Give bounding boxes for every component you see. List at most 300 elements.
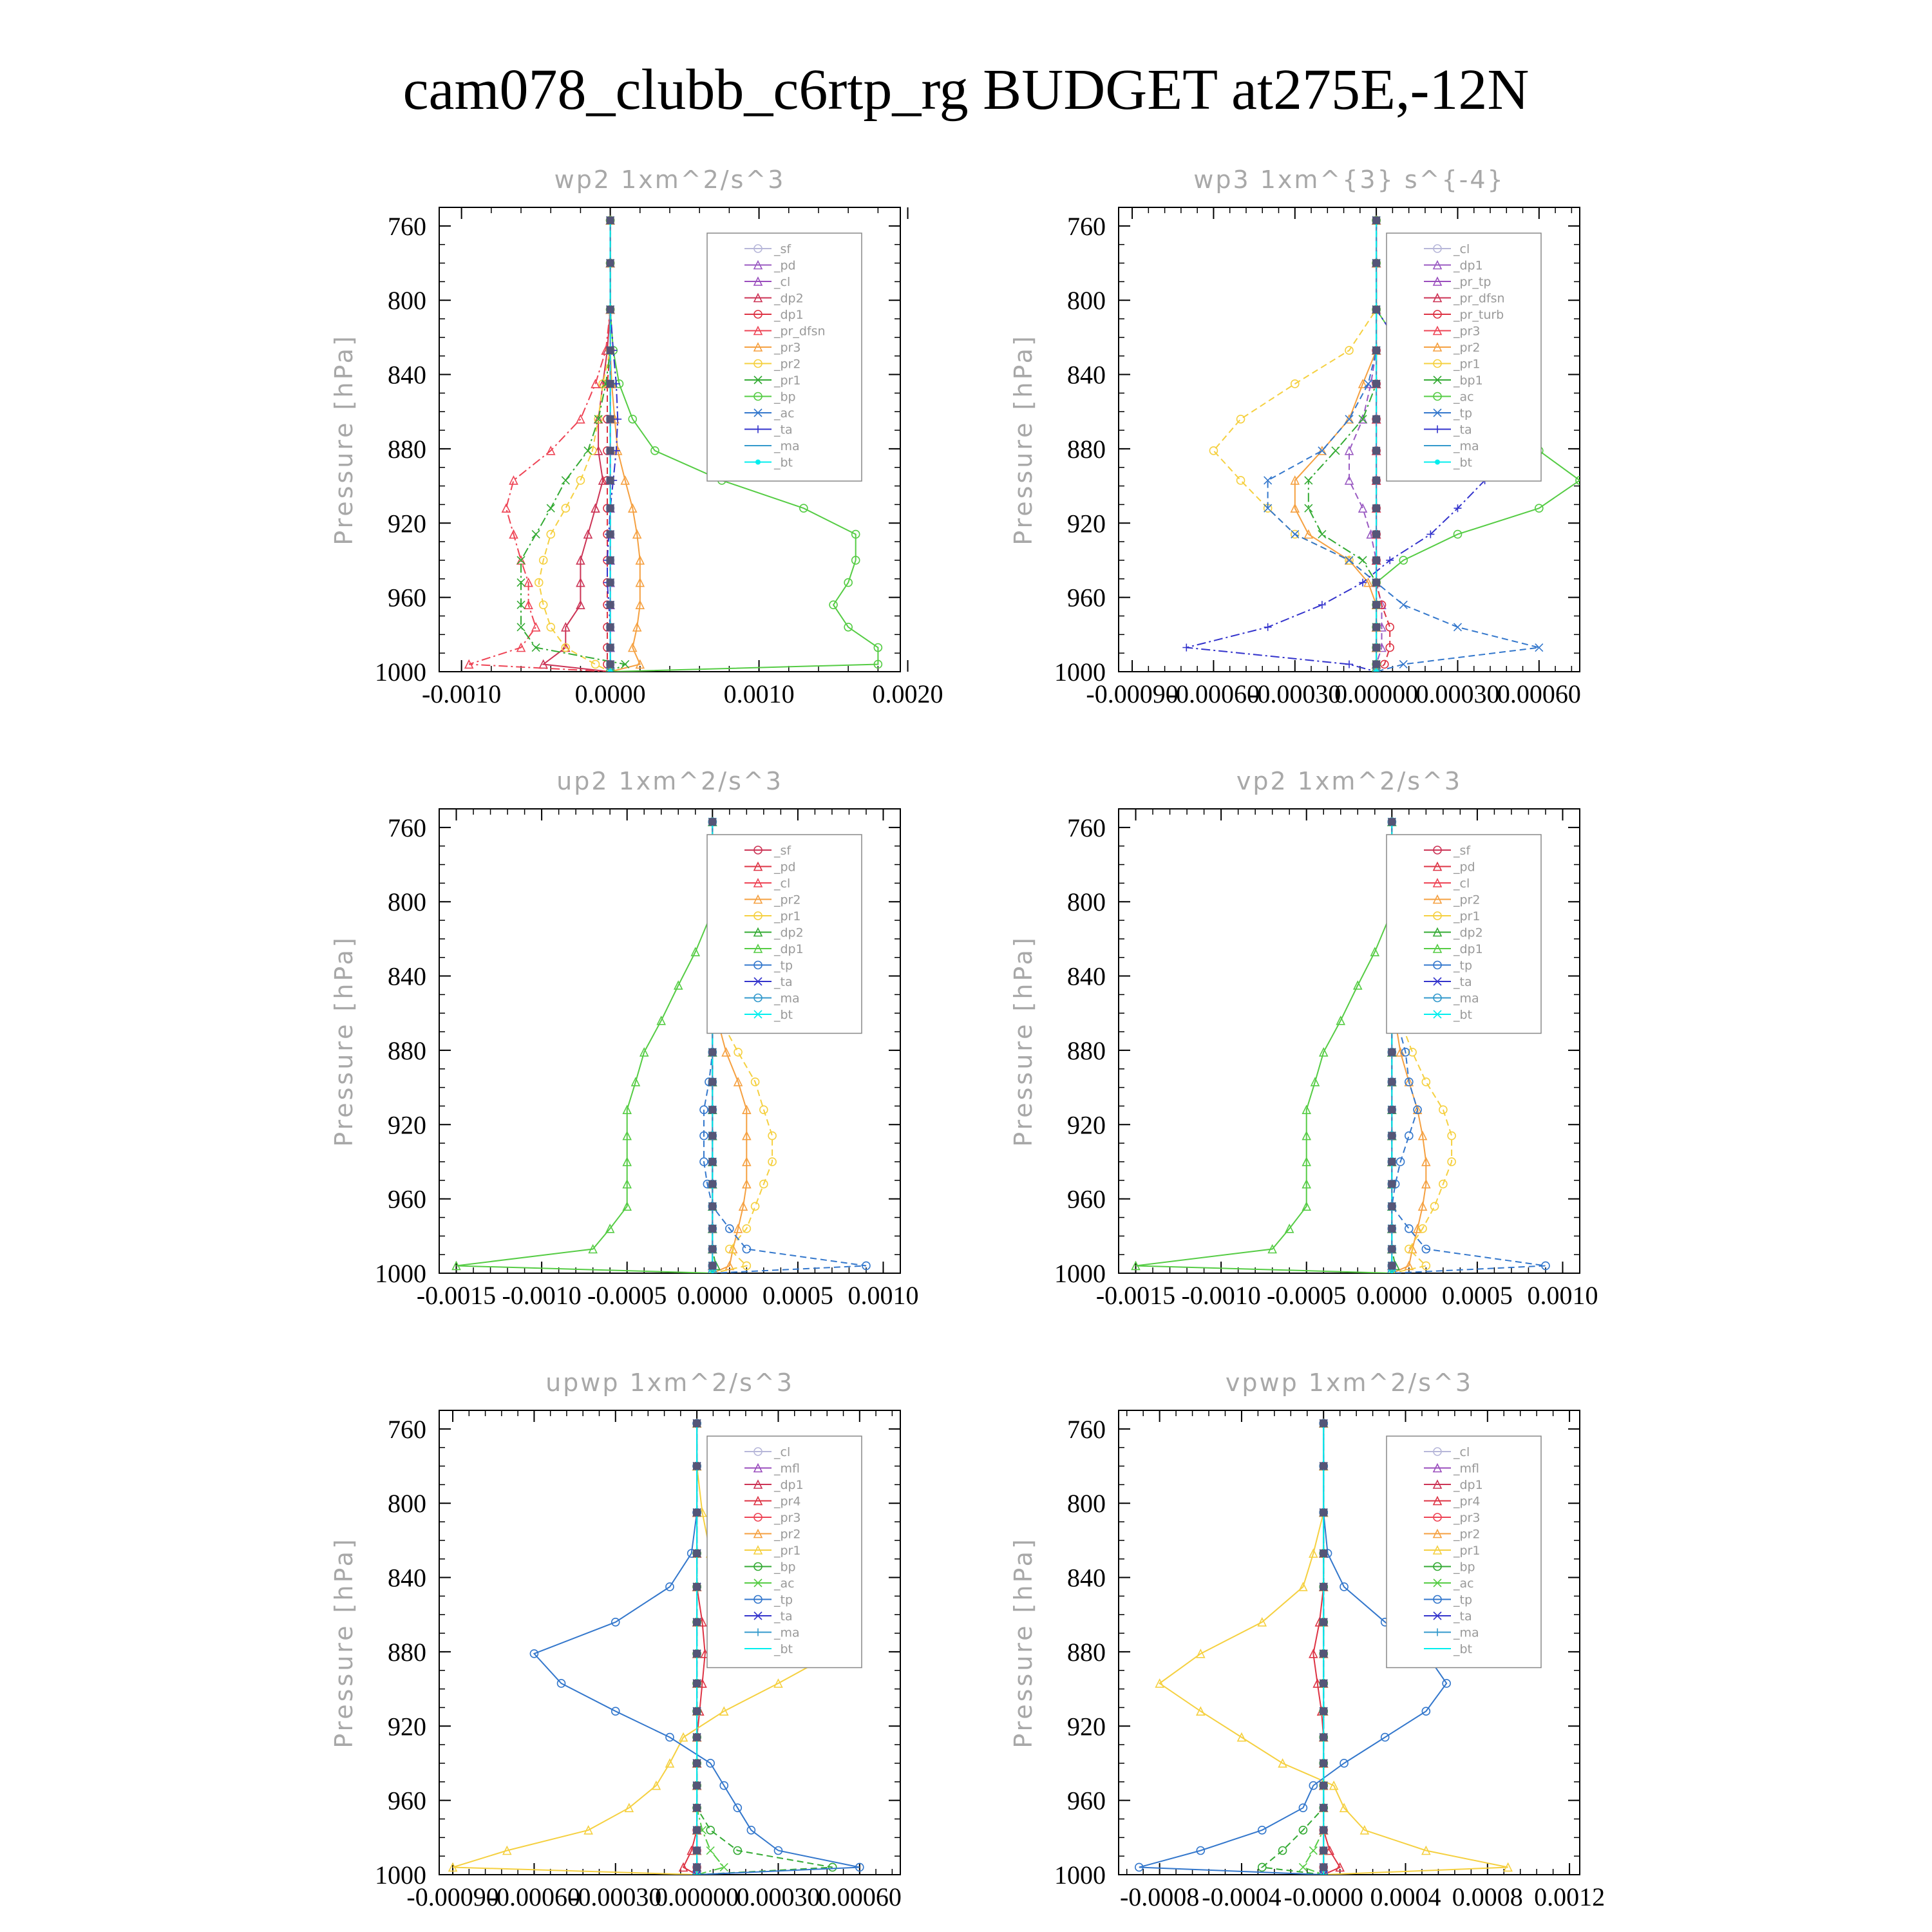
y-tick-label: 760 [388,1414,426,1444]
total-marker [1372,346,1380,354]
y-axis-label: Pressure [hPa] [330,935,358,1147]
data-point-ac [1309,1847,1317,1855]
legend-label: _ma [1454,991,1479,1006]
data-point-pr1 [1431,1202,1439,1210]
y-tick-label: 960 [388,583,426,612]
total-marker [708,1262,716,1269]
total-marker [607,380,614,388]
series-line-dp1 [457,822,713,1273]
x-tick-label: -0.00060 [1167,679,1260,708]
legend-label: _dp1 [1454,942,1483,956]
legend-label: _pr3 [774,1511,801,1525]
total-marker [693,1650,701,1658]
legend [707,835,862,1034]
x-tick-label: 0.0000 [574,679,646,708]
legend-label: _bp [774,390,796,404]
y-tick-label: 960 [1067,583,1106,612]
legend-label: _ma [774,991,800,1006]
x-tick-label: 0.0012 [1534,1882,1605,1911]
data-point-tp [1454,623,1461,631]
total-marker [607,623,614,631]
total-marker [1388,1180,1396,1188]
legend-label: _bt [774,455,793,470]
total-marker [1372,660,1380,668]
legend-label: _pr2 [1454,893,1481,907]
y-tick-label: 800 [388,1489,426,1519]
series-line-pr3 [611,220,640,672]
legend-label: _bt [1454,1642,1473,1656]
y-tick-label: 920 [1067,1110,1106,1140]
y-tick-label: 880 [1067,1036,1106,1065]
total-marker [1320,1734,1327,1741]
y-tick-label: 1000 [375,1259,426,1288]
y-tick-label: 880 [388,1637,426,1667]
chart-panel-2 [1009,166,1584,708]
total-marker [693,1759,701,1767]
total-marker [607,415,614,423]
data-point-pr-dfsn [502,504,510,512]
data-point-ta [1345,660,1353,668]
x-tick-label: -0.00030 [569,1882,662,1911]
total-marker [1388,1132,1396,1140]
x-tick-label: 0.00060 [817,1882,902,1911]
total-marker [1320,1759,1327,1767]
data-point-bp1 [1332,447,1340,455]
total-marker [1320,1549,1327,1557]
legend-label: _bt [1454,455,1473,470]
total-marker [693,1826,701,1834]
legend-label: _pr_dfsn [1454,291,1505,306]
total-marker [1388,1202,1396,1210]
y-tick-label: 920 [388,1110,426,1140]
total-marker [1388,1106,1396,1113]
data-point-pr2 [547,623,554,631]
data-point-pr1 [532,531,540,538]
legend-label: _sf [774,242,791,256]
chart-panel-5 [330,1368,902,1911]
total-marker [1320,1419,1327,1427]
chart-panel-1 [330,166,943,708]
legend-label: _cl [1454,1445,1470,1459]
data-point-pr1 [1237,477,1245,484]
data-point-pr-dfsn [532,623,540,631]
total-marker [693,1419,701,1427]
legend-label: _bt [1454,1008,1473,1022]
x-tick-label: 0.0000 [1356,1281,1428,1310]
legend-label: _cl [774,275,791,289]
y-axis-label: Pressure [hPa] [1009,334,1037,545]
total-marker [1372,531,1380,538]
data-point-pr1 [584,447,592,455]
y-tick-label: 880 [1067,434,1106,464]
data-point-tp [1405,1225,1413,1233]
total-marker [1388,1078,1396,1086]
data-point-tp [1405,1132,1413,1140]
x-tick-label: 0.0020 [872,679,943,708]
total-marker [1320,1680,1327,1687]
total-marker [1372,447,1380,455]
legend-label: _tp [1454,1593,1473,1607]
legend-label: _sf [1454,844,1471,858]
legend-label: _ta [774,975,793,989]
legend-label: _cl [774,1445,791,1459]
x-tick-label: 0.00000 [655,1882,739,1911]
legend-label: _bt [774,1642,793,1656]
y-tick-label: 880 [388,1036,426,1065]
total-marker [1372,477,1380,484]
y-tick-label: 840 [388,961,426,991]
total-marker [1372,601,1380,609]
legend-label: _ma [1454,439,1479,453]
y-axis-label: Pressure [hPa] [330,334,358,545]
total-marker [1388,818,1396,826]
y-tick-label: 1000 [375,1861,426,1889]
y-tick-label: 920 [1067,509,1106,538]
legend-label: _pr1 [1454,357,1481,372]
total-marker [693,1680,701,1687]
legend-label: _tp [1454,958,1473,973]
legend-label: _bp1 [1454,374,1483,388]
data-point-tp [1345,415,1353,423]
total-marker [1388,1245,1396,1253]
total-marker [1372,216,1380,224]
y-axis-label: Pressure [hPa] [1009,935,1037,1147]
total-marker [607,260,614,267]
legend-label: _dp1 [1454,1478,1483,1492]
data-point-pr-turb [1386,623,1394,631]
x-tick-label: 0.0008 [1452,1882,1523,1911]
total-marker [1320,1509,1327,1517]
y-tick-label: 840 [388,360,426,390]
legend-label: _mfl [774,1461,800,1476]
panel-title: wp2 1xm^2/s^3 [554,166,786,194]
y-tick-label: 800 [1067,887,1106,917]
panel-title: up2 1xm^2/s^3 [556,767,783,795]
data-point-bt [608,669,613,674]
data-point-dp1 [1359,504,1367,512]
legend-label: _pr2 [774,357,801,372]
data-point-ta [1264,623,1272,631]
total-marker [708,1202,716,1210]
legend-marker [755,460,761,465]
total-marker [1320,1847,1327,1855]
total-marker [1320,1583,1327,1591]
x-tick-label: -0.0010 [1181,1281,1261,1310]
total-marker [708,1132,716,1140]
x-tick-label: 0.00000 [1334,679,1419,708]
total-marker [1372,556,1380,564]
x-tick-label: -0.0008 [1119,1882,1200,1911]
total-marker [1372,380,1380,388]
legend [1387,233,1541,481]
data-point-pr1 [1422,1078,1430,1086]
series-line-pr2 [539,220,611,672]
legend-label: _ac [1454,390,1474,404]
legend-label: _pr2 [774,1527,801,1542]
x-tick-label: 0.0000 [677,1281,748,1310]
total-marker [1388,1225,1396,1233]
total-marker [708,1180,716,1188]
legend [1387,1436,1541,1668]
legend-marker [1435,460,1440,465]
legend-label: _tp [1454,406,1473,421]
data-point-pr1 [562,477,569,484]
legend [707,233,862,481]
total-marker [607,660,614,668]
legend-label: _cl [1454,242,1470,256]
legend-label: _pd [774,258,796,273]
legend-label: _ac [1454,1577,1474,1591]
legend-label: _ma [1454,1625,1479,1640]
series-line-dp2 [544,220,611,672]
y-tick-label: 760 [1067,813,1106,842]
y-tick-label: 960 [1067,1786,1106,1815]
x-tick-label: -0.0004 [1202,1882,1282,1911]
total-marker [607,447,614,455]
x-tick-label: -0.0005 [1267,1281,1347,1310]
y-tick-label: 880 [388,434,426,464]
legend-label: _ac [774,406,795,421]
x-tick-label: -0.0010 [421,679,502,708]
x-tick-label: -0.00030 [1249,679,1341,708]
x-tick-label: -0.0015 [416,1281,497,1310]
legend-label: _pr3 [1454,324,1481,339]
total-marker [1320,1650,1327,1658]
data-point-pr1 [768,1132,776,1140]
total-marker [693,1549,701,1557]
legend-label: _tp [774,1593,793,1607]
series-line-dp1 [1136,822,1392,1273]
total-marker [607,644,614,652]
total-marker [708,1158,716,1166]
series-line-bp1 [1309,220,1376,672]
legend-label: _tp [774,958,793,973]
legend-label: _pr1 [1454,1544,1481,1558]
data-point-pr1 [1448,1132,1455,1140]
total-marker [1320,1463,1327,1470]
total-marker [708,818,716,826]
data-point-pr2 [592,660,600,668]
legend-label: _dp2 [1454,925,1483,940]
total-marker [1320,1863,1327,1871]
y-tick-label: 840 [1067,360,1106,390]
legend-label: _dp1 [774,308,804,322]
x-tick-label: 0.0004 [1370,1882,1441,1911]
legend-label: _bp [774,1560,796,1575]
data-point-pr1 [1237,415,1245,423]
y-tick-label: 960 [388,1786,426,1815]
legend-label: _ta [1454,422,1472,437]
y-tick-label: 840 [388,1563,426,1593]
x-tick-label: -0.0005 [587,1281,667,1310]
total-marker [607,306,614,314]
total-marker [693,1782,701,1790]
y-axis-label: Pressure [hPa] [1009,1537,1037,1748]
legend-label: _pd [1454,860,1475,875]
legend [707,1436,862,1668]
y-tick-label: 920 [388,509,426,538]
legend-label: _pr_dfsn [774,324,826,339]
total-marker [693,1847,701,1855]
chart-panel-4 [1009,767,1598,1310]
data-point-pr1 [734,1048,742,1056]
data-point-tp [1535,644,1543,652]
x-tick-label: 0.0005 [762,1281,833,1310]
legend-label: _pr2 [1454,1527,1481,1542]
total-marker [607,531,614,538]
data-point-ac [1299,1863,1307,1871]
legend-label: _ta [774,422,793,437]
legend-label: _bp [1454,1560,1475,1575]
x-tick-label: 0.0005 [1441,1281,1513,1310]
total-marker [693,1734,701,1741]
total-marker [1372,415,1380,423]
total-marker [1320,1782,1327,1790]
y-tick-label: 880 [1067,1637,1106,1667]
legend-label: _dp2 [774,291,804,306]
data-point-bp1 [1318,531,1326,538]
x-tick-label: 0.00030 [736,1882,820,1911]
legend-label: _pr1 [1454,909,1481,923]
data-point-tp [1318,447,1326,455]
legend-label: _ta [1454,975,1472,989]
panel-title: vpwp 1xm^2/s^3 [1225,1368,1473,1397]
page-title: cam078_clubb_c6rtp_rg BUDGET at275E,-12N [402,58,1530,122]
total-marker [693,1509,701,1517]
y-tick-label: 960 [1067,1184,1106,1214]
legend-label: _cl [1454,876,1470,891]
legend [1387,835,1541,1034]
legend-label: _ta [774,1609,793,1624]
y-tick-label: 760 [388,211,426,241]
total-marker [1388,1158,1396,1166]
total-marker [1320,1826,1327,1834]
x-tick-label: 0.0010 [848,1281,919,1310]
x-tick-label: 0.0010 [1527,1281,1598,1310]
y-tick-label: 920 [388,1712,426,1741]
y-tick-label: 1000 [375,658,426,687]
data-point-ta [1182,644,1190,652]
legend-label: _pr2 [1454,341,1481,355]
data-point-ac [706,1847,714,1855]
data-point-tp [1399,601,1407,609]
legend-label: _pd [774,860,796,875]
total-marker [1320,1804,1327,1812]
x-tick-label: -0.00090 [1086,679,1179,708]
y-tick-label: 760 [1067,1414,1106,1444]
x-tick-label: 0.0010 [723,679,795,708]
total-marker [607,216,614,224]
data-point-ta [1318,601,1326,609]
series-line-pr1 [1213,220,1376,672]
data-point-tp [1399,660,1407,668]
total-marker [708,1078,716,1086]
data-point-pr1 [752,1202,759,1210]
total-marker [1372,504,1380,512]
chart-panel-3 [330,767,918,1310]
total-marker [607,504,614,512]
y-tick-label: 920 [1067,1712,1106,1741]
total-marker [693,1463,701,1470]
panel-title: upwp 1xm^2/s^3 [545,1368,794,1397]
legend-label: _dp2 [774,925,804,940]
legend-label: _pr_tp [1454,275,1492,289]
legend-label: _ta [1454,1609,1472,1624]
legend-label: _pr1 [774,374,801,388]
total-marker [693,1863,701,1871]
legend-label: _pr4 [1454,1494,1481,1509]
total-marker [708,1245,716,1253]
x-tick-label: -0.00090 [406,1882,499,1911]
total-marker [607,556,614,564]
data-point-ac [720,1863,728,1871]
legend-label: _pr2 [774,893,801,907]
total-marker [1320,1707,1327,1715]
y-tick-label: 960 [388,1184,426,1214]
data-point-bt [1374,669,1379,674]
y-tick-label: 800 [1067,1489,1106,1519]
total-marker [708,1048,716,1056]
total-marker [1372,644,1380,652]
panel-title: vp2 1xm^2/s^3 [1236,767,1463,795]
y-tick-label: 1000 [1054,1259,1106,1288]
total-marker [693,1583,701,1591]
data-point-pr1 [1209,447,1217,455]
y-tick-label: 840 [1067,961,1106,991]
x-tick-label: -0.0010 [502,1281,582,1310]
total-marker [1372,306,1380,314]
x-tick-label: 0.00060 [1497,679,1581,708]
total-marker [708,1225,716,1233]
total-marker [1372,260,1380,267]
panel-title: wp3 1xm^{3} s^{-4} [1193,166,1505,194]
total-marker [607,601,614,609]
y-tick-label: 800 [1067,286,1106,316]
data-point-tp [1291,531,1299,538]
legend-label: _pr_turb [1454,308,1504,322]
legend-label: _mfl [1454,1461,1479,1476]
total-marker [693,1707,701,1715]
total-marker [1320,1618,1327,1626]
y-axis-label: Pressure [hPa] [330,1537,358,1748]
legend-label: _ac [774,1577,795,1591]
y-tick-label: 1000 [1054,658,1106,687]
legend-label: _pr1 [774,909,801,923]
y-tick-label: 800 [388,286,426,316]
legend-label: _dp1 [774,1478,804,1492]
y-tick-label: 1000 [1054,1861,1106,1889]
total-marker [693,1618,701,1626]
legend-label: _pr4 [774,1494,801,1509]
y-tick-label: 760 [1067,211,1106,241]
data-point-pr2 [562,504,569,512]
data-point-pr1 [547,504,554,512]
x-tick-label: 0.00030 [1416,679,1500,708]
total-marker [607,579,614,587]
data-point-tp [1345,556,1353,564]
legend-label: _pr1 [774,1544,801,1558]
x-tick-label: -0.00060 [488,1882,581,1911]
legend-label: _sf [774,844,791,858]
data-point-bp1 [1359,556,1367,564]
y-tick-label: 840 [1067,1563,1106,1593]
y-tick-label: 800 [388,887,426,917]
legend-label: _bt [774,1008,793,1022]
series-line-pr2 [1295,220,1376,672]
y-tick-label: 760 [388,813,426,842]
total-marker [1372,623,1380,631]
x-tick-label: -0.0000 [1283,1882,1363,1911]
